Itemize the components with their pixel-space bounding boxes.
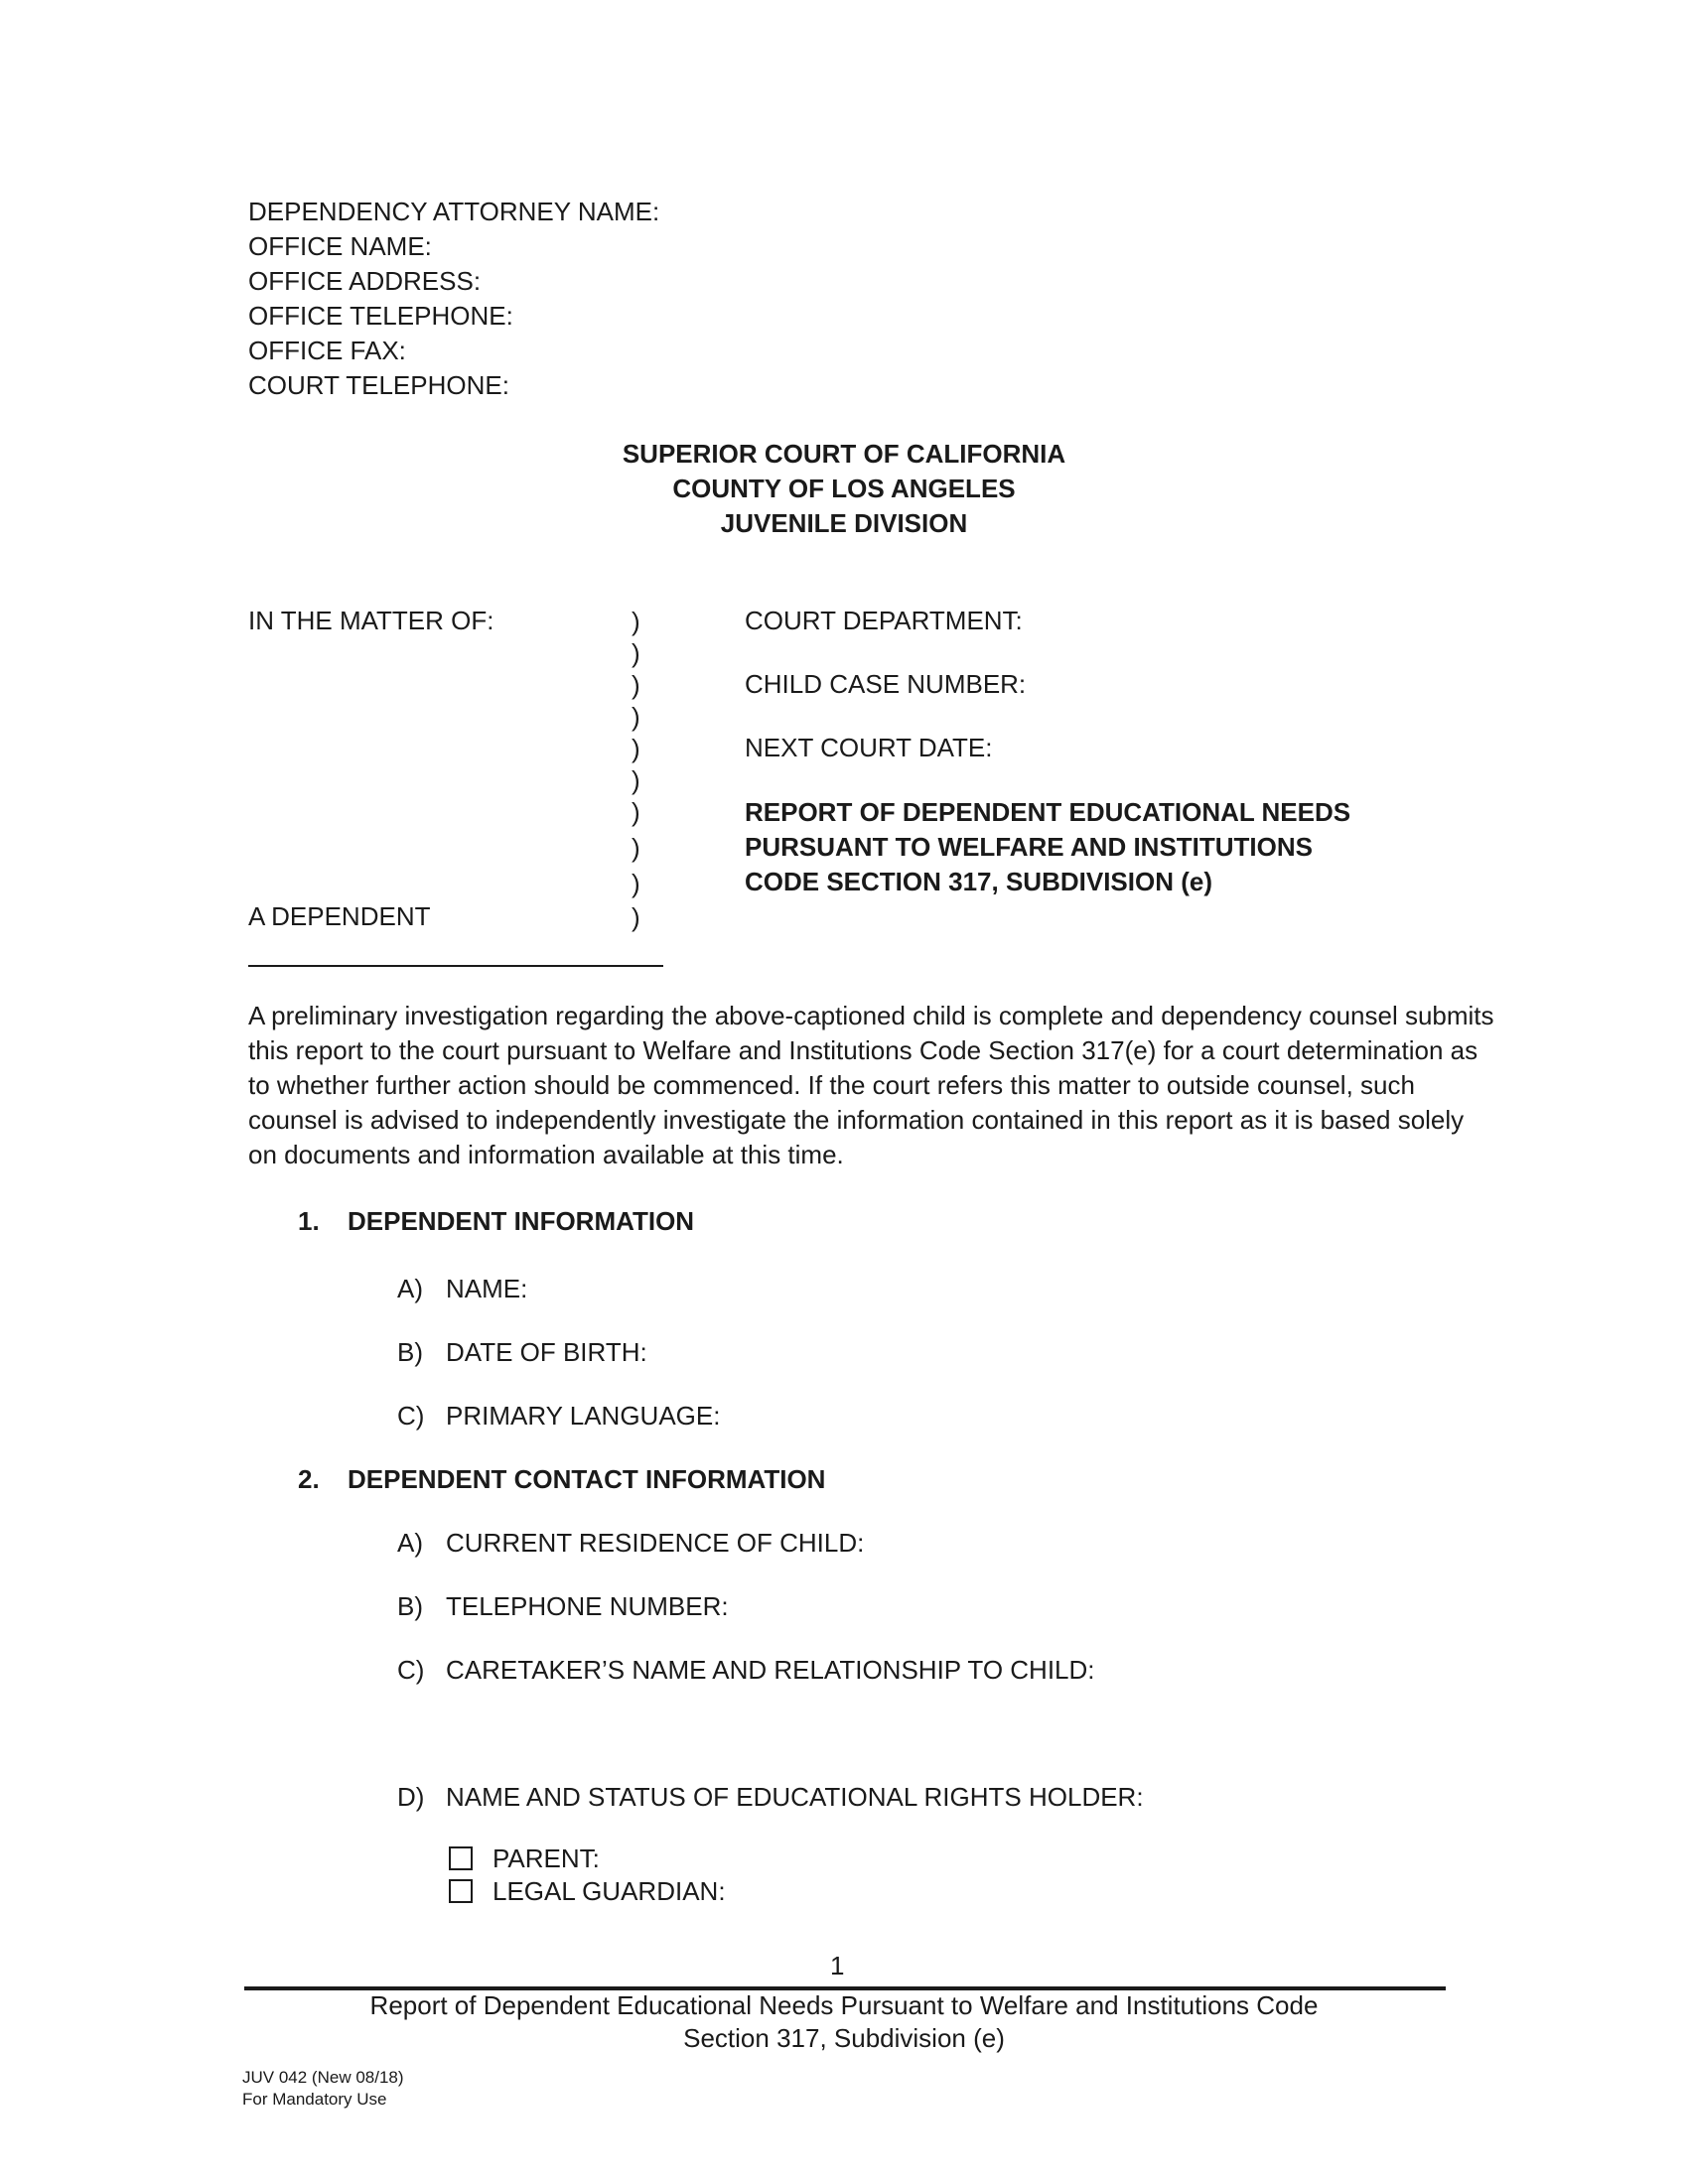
report-title-line-3: CODE SECTION 317, SUBDIVISION (e): [745, 867, 1212, 896]
caption-paren: ): [632, 702, 640, 732]
educational-rights-holder-label: NAME AND STATUS OF EDUCATIONAL RIGHTS HOLDER:: [446, 1782, 1144, 1812]
attorney-header: [248, 195, 659, 403]
caption-paren: ): [632, 765, 640, 795]
intro-paragraph: A preliminary investigation regarding the above-captioned child is complete and dependency counsel submits this report to the court pursuant to Welfare and Institutions Code Section 317(e) for a court determination as to whether further action should be commenced. If the court refers this matter to outside counsel, such counsel is advised to independently investigate the information contained in this report as it is based solely on documents and information available at this time.: [248, 1001, 1494, 1169]
caption-paren: ): [632, 869, 640, 898]
caption-paren: ): [632, 902, 640, 932]
item-letter: D): [397, 1782, 425, 1812]
dependent-label: A DEPENDENT: [248, 901, 431, 931]
page-number: 1: [830, 1951, 845, 1980]
section-2-title: DEPENDENT CONTACT INFORMATION: [348, 1464, 826, 1494]
office-name-label: OFFICE NAME:: [248, 231, 432, 261]
caption-paren: ): [632, 797, 640, 827]
parent-checkbox[interactable]: [449, 1846, 473, 1870]
report-title-line-1: REPORT OF DEPENDENT EDUCATIONAL NEEDS: [745, 797, 1351, 827]
section-1-title: DEPENDENT INFORMATION: [348, 1206, 695, 1236]
item-letter: A): [397, 1274, 423, 1303]
caretaker-label: CARETAKER’S NAME AND RELATIONSHIP TO CHILD:: [446, 1655, 1095, 1685]
office-fax-label: OFFICE FAX:: [248, 336, 406, 365]
court-title-line-2: COUNTY OF LOS ANGELES: [672, 474, 1016, 503]
form-use: For Mandatory Use: [242, 2090, 387, 2109]
footer-title-line-1: Report of Dependent Educational Needs Pursuant to Welfare and Institutions Code: [369, 1990, 1319, 2020]
section-1-number: 1.: [298, 1206, 320, 1236]
caption-paren: ): [632, 734, 640, 763]
telephone-number-label: TELEPHONE NUMBER:: [446, 1591, 729, 1621]
court-title: [447, 437, 1241, 541]
item-letter: B): [397, 1591, 423, 1621]
caption-divider: [248, 965, 663, 967]
section-2-number: 2.: [298, 1464, 320, 1494]
office-address-label: OFFICE ADDRESS:: [248, 266, 482, 296]
caption-paren: ): [632, 607, 640, 636]
caption-paren: ): [632, 833, 640, 863]
primary-language-label: PRIMARY LANGUAGE:: [446, 1401, 721, 1431]
parent-option-label: PARENT:: [492, 1843, 600, 1873]
court-title-line-3: JUVENILE DIVISION: [720, 508, 968, 538]
dependent-name-label: NAME:: [446, 1274, 528, 1303]
court-title-line-1: SUPERIOR COURT OF CALIFORNIA: [622, 439, 1066, 469]
legal-guardian-option-label: LEGAL GUARDIAN:: [492, 1876, 726, 1906]
caption-paren: ): [632, 670, 640, 700]
attorney-name-label: DEPENDENCY ATTORNEY NAME:: [248, 197, 660, 226]
report-title-line-2: PURSUANT TO WELFARE AND INSTITUTIONS: [745, 832, 1313, 862]
footer-title: [298, 1989, 1390, 2055]
matter-label: IN THE MATTER OF:: [248, 606, 494, 635]
caption-paren: ): [632, 638, 640, 668]
item-letter: A): [397, 1528, 423, 1558]
child-case-number-label: CHILD CASE NUMBER:: [745, 669, 1027, 699]
court-telephone-label: COURT TELEPHONE:: [248, 370, 509, 400]
form-id: JUV 042 (New 08/18): [242, 2068, 404, 2087]
item-letter: B): [397, 1337, 423, 1367]
footer-title-line-2: Section 317, Subdivision (e): [683, 2023, 1005, 2053]
office-telephone-label: OFFICE TELEPHONE:: [248, 301, 513, 331]
court-department-label: COURT DEPARTMENT:: [745, 606, 1023, 635]
item-letter: C): [397, 1401, 425, 1431]
legal-guardian-checkbox[interactable]: [449, 1879, 473, 1903]
date-of-birth-label: DATE OF BIRTH:: [446, 1337, 647, 1367]
current-residence-label: CURRENT RESIDENCE OF CHILD:: [446, 1528, 865, 1558]
item-letter: C): [397, 1655, 425, 1685]
next-court-date-label: NEXT COURT DATE:: [745, 733, 993, 762]
